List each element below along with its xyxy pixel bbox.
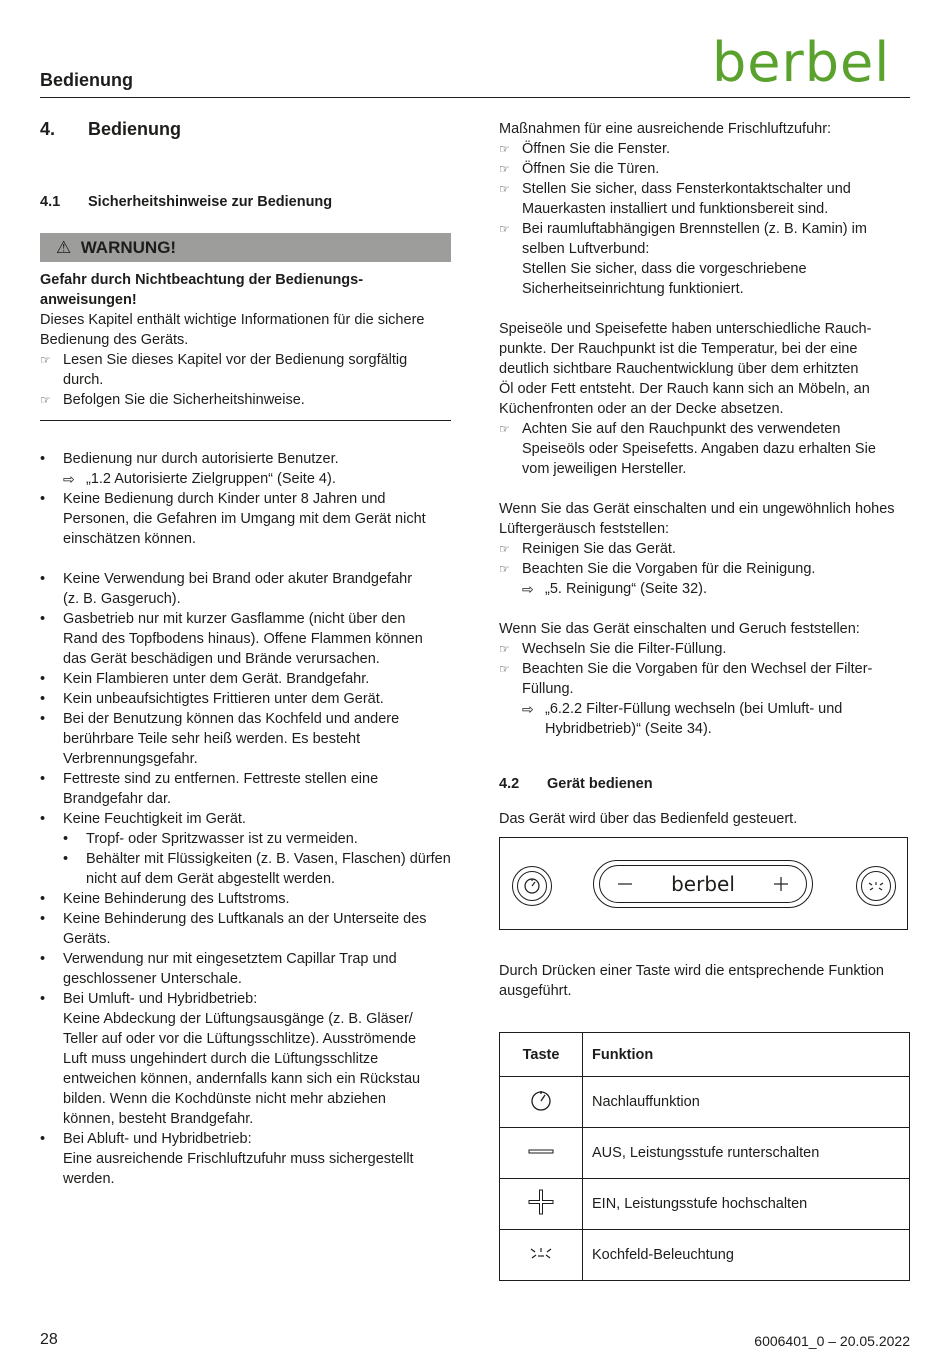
light-button — [856, 866, 896, 906]
table-row: Nachlauffunktion — [500, 1077, 910, 1128]
hand-icon: ☞ — [40, 353, 51, 367]
hand-icon: ☞ — [499, 662, 510, 676]
light-icon — [867, 880, 885, 892]
subsection-title: 4.2 Gerät bedienen — [499, 776, 653, 792]
timer-icon — [529, 1088, 553, 1112]
warning-rule — [40, 420, 451, 421]
hand-icon: ☞ — [499, 422, 510, 436]
table-header-key: Taste — [500, 1033, 583, 1077]
section-title: 4. Bedienung — [40, 119, 181, 139]
hand-icon: ☞ — [499, 182, 510, 196]
hand-icon: ☞ — [499, 162, 510, 176]
arrow-icon: ⇨ — [522, 701, 534, 717]
hand-icon: ☞ — [499, 642, 510, 656]
document-id: 6006401_0 – 20.05.2022 — [754, 1333, 910, 1349]
panel-logo: berbel — [671, 872, 735, 896]
warning-body: Gefahr durch Nichtbeachtung der Bedienungs- anweisungen! Dieses Kapitel enthält wichtige Informationen für die sichere Bedienung des Geräts. ☞ Lesen Sie dieses Kapitel vor der Bedienung sorgfältig durch. ☞ Befolgen Sie die Sicherheitshinweise. — [40, 272, 425, 408]
minus-icon — [618, 877, 632, 891]
warning-icon: ⚠ — [56, 238, 72, 257]
light-icon — [528, 1246, 554, 1260]
panel-note: Durch Drücken einer Taste wird die entsprechende Funktion ausgeführt. — [499, 963, 884, 999]
minus-icon — [528, 1147, 554, 1157]
timer-button — [512, 866, 552, 906]
hand-icon: ☞ — [499, 562, 510, 576]
hand-icon: ☞ — [40, 393, 51, 407]
table-row: Kochfeld-Beleuchtung — [500, 1230, 910, 1281]
page-number: 28 — [40, 1331, 58, 1348]
arrow-icon: ⇨ — [63, 471, 75, 487]
arrow-icon: ⇨ — [522, 581, 534, 597]
plus-icon — [528, 1189, 554, 1215]
right-column-text: Maßnahmen für eine ausreichende Frischluftzufuhr: ☞ Öffnen Sie die Fenster. ☞ Öffnen Sie die Türen. ☞ Stellen Sie sicher, dass Fensterkontaktschalter und Mauerkasten installiert und funktionsbereit sind. ☞ Bei raumluftabhängigen Brennstellen (z. B. Kamin) im selben Luftverbund: Stellen Sie sicher, dass die vorgeschriebene Sicherheitseinrichtung funktioniert. Speiseöle und Speisefette haben unterschiedliche Rauch- punkte. Der Rauchpunkt ist die Temperatur, bei der eine deutlich sichtbare Rauchentwicklung über dem erhitzten Öl oder Fett entsteht. Der Rauch kann sich an Möbeln, an Küchenfronten oder an der Decke absetzen. ☞ Achten Sie auf den Rauchpunkt des verwendeten Speiseöls oder Speisefetts. Angaben dazu erhalten Sie vom jeweiligen Hersteller. Wenn Sie das Gerät einschalten und ein ungewöhnlich hohes Lüftergeräusch feststellen: ☞ Reinigen Sie das Gerät. ☞ Beachten Sie die Vorgaben für die Reinigung. ⇨ „5. Reinigung“ (Seite 32). Wenn Sie das Gerät einschalten und Geruch feststellen: ☞ Wechseln Sie die Filter-Füllung. ☞ Beachten Sie die Vorgaben für den Wechsel der Filter- Füllung. ⇨ „6.2.2 Filter-Füllung wechseln (bei Umluft- und Hybridbetrieb)“ (Seite 34). — [499, 121, 895, 737]
slider-control — [593, 860, 813, 908]
brand-logo: berbel — [712, 31, 891, 94]
warning-bar: ⚠ WARNUNG! — [40, 233, 451, 262]
hand-icon: ☞ — [499, 222, 510, 236]
table-row: EIN, Leistungsstufe hochschalten — [500, 1179, 910, 1230]
header-rule — [40, 97, 910, 98]
subsection-title: 4.1 Sicherheitshinweise zur Bedienung — [40, 194, 333, 210]
hand-icon: ☞ — [499, 142, 510, 156]
panel-intro: Das Gerät wird über das Bedienfeld gesteuert. — [499, 811, 798, 827]
function-table — [499, 1032, 910, 1281]
table-row: AUS, Leistungsstufe runterschalten — [500, 1128, 910, 1179]
control-panel-illustration — [499, 837, 908, 930]
timer-icon — [523, 877, 541, 895]
table-header-row — [500, 1033, 910, 1077]
safety-list: • Bedienung nur durch autorisierte Benutzer. ⇨ „1.2 Autorisierte Zielgruppen“ (Seite 4). • Keine Bedienung durch Kinder unter 8 Jahren und Personen, die Gefahren im Umgang mit dem Gerät nicht einschätzen können. • Keine Verwendung bei Brand oder akuter Brandgefahr (z. B. Gasgeruch). • Gasbetrieb nur mit kurzer Gasflamme (nicht über den Rand des Topfbodens hinaus). Offene Flammen können das Gerät beschädigen und Brände verursachen. • Kein Flambieren unter dem Gerät. Brandgefahr. • Kein unbeaufsichtigtes Frittieren unter dem Gerät. • Bei der Benutzung können das Kochfeld und andere berührbare Teile sehr heiß werden. Es besteht Verbrennungsgefahr. • Fettreste sind zu entfernen. Fettreste stellen eine Brandgefahr dar. • Keine Feuchtigkeit im Gerät. • Tropf- oder Spritzwasser ist zu vermeiden. • Behälter mit Flüssigkeiten (z. B. Vasen, Flaschen) dürfen nicht auf dem Gerät abgestellt werden. • Keine Behinderung des Luftstroms. • Keine Behinderung des Luftkanals an der Unterseite des Geräts. • Verwendung nur mit eingesetztem Capillar Trap und geschlossener Unterschale. • Bei Umluft- und Hybridbetrieb: Keine Abdeckung der Lüftungsausgänge (z. B. Gläser/ Teller auf oder vor die Lüftungsschlitze). Ausströmende Luft muss ungehindert durch die Lüftungsschlitze entweichen können, andernfalls kann sich ein Rückstau bilden. Wenn die Kochdünste nicht mehr abziehen können, besteht Brandgefahr. • Bei Abluft- und Hybridbetrieb: Eine ausreichende Frischluftzufuhr muss sichergestellt werden. — [40, 451, 451, 1187]
hand-icon: ☞ — [499, 542, 510, 556]
table-header-function: Funktion — [583, 1033, 910, 1077]
plus-icon — [774, 877, 788, 891]
header-title: Bedienung — [40, 70, 133, 90]
